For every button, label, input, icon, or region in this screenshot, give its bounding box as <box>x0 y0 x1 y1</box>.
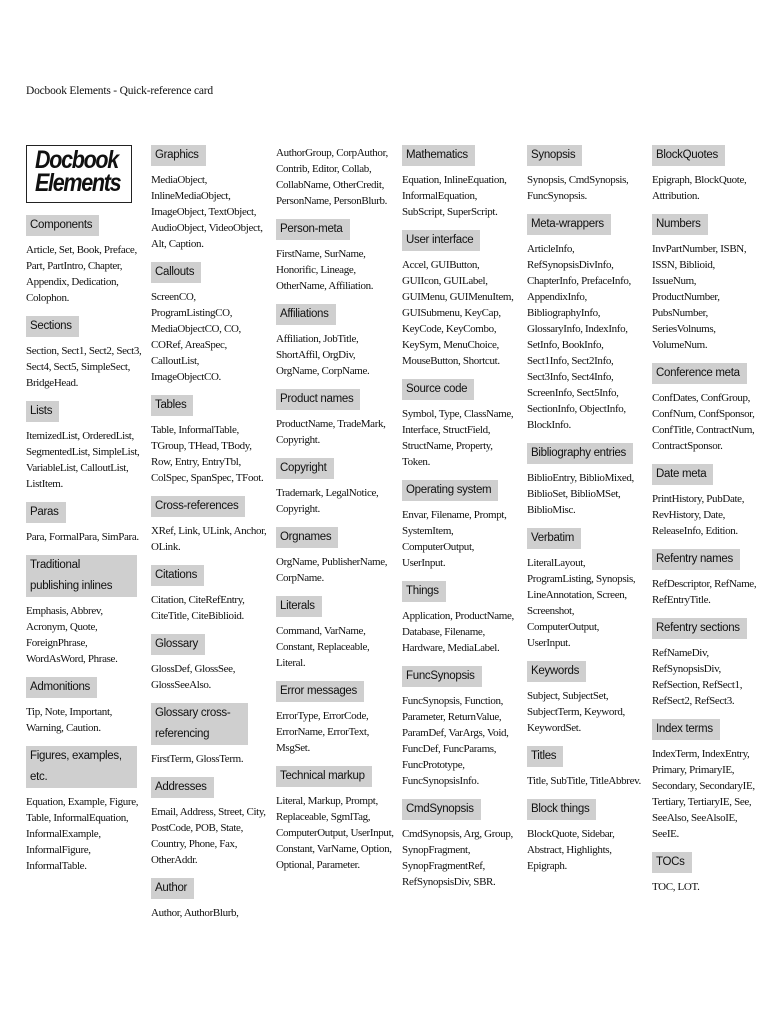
section-author-cont <box>276 145 398 209</box>
column-4 <box>402 145 522 900</box>
section-heading: Literals <box>276 596 322 617</box>
section-elements: ConfDates, ConfGroup, ConfNum, ConfSponsor, ConfTitle, ContractNum, ContractSponsor. <box>652 392 755 452</box>
section-heading: Sections <box>26 316 79 337</box>
section-heading: BlockQuotes <box>652 145 725 166</box>
section-heading: Bibliography entries <box>527 443 633 464</box>
section-elements: CmdSynopsis, Arg, Group, SynopFragment, SynopFragmentRef, RefSynopsisDiv, SBR. <box>402 828 513 888</box>
section-heading: Product names <box>276 389 360 410</box>
section-heading: Index terms <box>652 719 720 740</box>
section-heading: User interface <box>402 230 480 251</box>
section-glossary-cross-referencing <box>151 703 271 767</box>
section-heading: Glossary cross-referencing <box>151 703 248 745</box>
section-refentry-sections <box>652 618 764 709</box>
section-components <box>26 215 146 306</box>
section-elements: OrgName, PublisherName, CorpName. <box>276 556 388 584</box>
section-elements: Command, VarName, Constant, Replaceable, Literal. <box>276 625 370 669</box>
section-elements: Email, Address, Street, City, PostCode, POB, State, Country, Phone, Fax, OtherAddr. <box>151 806 266 866</box>
logo-line1: Docbook <box>35 146 118 174</box>
section-heading: Tables <box>151 395 193 416</box>
section-elements: LiteralLayout, ProgramListing, Synopsis, LineAnnotation, Screen, Screenshot, ComputerOutput, UserInput. <box>527 557 636 649</box>
column-5 <box>527 145 647 884</box>
section-mathematics <box>402 145 522 220</box>
section-heading: Source code <box>402 379 474 400</box>
section-heading: Verbatim <box>527 528 581 549</box>
column-3 <box>276 145 398 883</box>
section-error-messages <box>276 681 398 756</box>
section-orgnames <box>276 527 398 586</box>
section-graphics <box>151 145 271 252</box>
section-keywords <box>527 661 647 736</box>
section-heading: Graphics <box>151 145 206 166</box>
section-elements: Table, InformalTable, TGroup, THead, TBody, Row, Entry, EntryTbl, ColSpec, SpanSpec, TFoot. <box>151 424 264 484</box>
section-heading: Date meta <box>652 464 713 485</box>
section-elements: BiblioEntry, BiblioMixed, BiblioSet, BiblioMSet, BiblioMisc. <box>527 472 634 516</box>
section-heading: Keywords <box>527 661 586 682</box>
section-elements: Trademark, LegalNotice, Copyright. <box>276 487 379 515</box>
section-bibliography-entries <box>527 443 647 518</box>
section-elements: Equation, Example, Figure, Table, InformalEquation, InformalExample, InformalFigure, InformalTable. <box>26 796 139 872</box>
section-heading: Block things <box>527 799 596 820</box>
section-heading: Citations <box>151 565 204 586</box>
section-person-meta <box>276 219 398 294</box>
section-elements: Citation, CiteRefEntry, CiteTitle, CiteBiblioid. <box>151 594 245 622</box>
section-elements: Title, SubTitle, TitleAbbrev. <box>527 775 641 787</box>
section-elements: Accel, GUIButton, GUIIcon, GUILabel, GUIMenu, GUIMenuItem, GUISubmenu, KeyCap, KeyCode, KeyCombo, KeySym, MenuChoice, MouseButton, Shortcut. <box>402 259 514 367</box>
section-elements: FirstName, SurName, Honorific, Lineage, OtherName, Affiliation. <box>276 248 374 292</box>
section-heading: Addresses <box>151 777 214 798</box>
section-elements: Affiliation, JobTitle, ShortAffil, OrgDiv, OrgName, CorpName. <box>276 333 370 377</box>
section-heading: Titles <box>527 746 563 767</box>
section-numbers <box>652 214 764 353</box>
section-elements: RefNameDiv, RefSynopsisDiv, RefSection, RefSect1, RefSect2, RefSect3. <box>652 647 743 707</box>
section-paras <box>26 502 146 545</box>
section-heading: Cross-references <box>151 496 245 517</box>
section-heading: Affiliations <box>276 304 336 325</box>
page-header: Docbook Elements - Quick-reference card <box>26 85 213 97</box>
section-meta-wrappers <box>527 214 647 433</box>
section-elements: Subject, SubjectSet, SubjectTerm, Keyword, KeywordSet. <box>527 690 625 734</box>
section-elements: Para, FormalPara, SimPara. <box>26 531 139 543</box>
section-cmdsynopsis <box>402 799 522 890</box>
section-elements: ScreenCO, ProgramListingCO, MediaObjectCO, CO, CORef, AreaSpec, CalloutList, ImageObjectCO. <box>151 291 241 383</box>
section-addresses <box>151 777 271 868</box>
section-heading: Copyright <box>276 458 334 479</box>
section-citations <box>151 565 271 624</box>
section-heading: Components <box>26 215 99 236</box>
column-1 <box>26 145 146 884</box>
section-elements: Author, AuthorBlurb, <box>151 907 239 919</box>
section-figures-examples-etc <box>26 746 146 874</box>
section-elements: TOC, LOT. <box>652 881 700 893</box>
section-elements: Application, ProductName, Database, Filename, Hardware, MediaLabel. <box>402 610 514 654</box>
section-glossary <box>151 634 271 693</box>
section-elements: RefDescriptor, RefName, RefEntryTitle. <box>652 578 757 606</box>
section-product-names <box>276 389 398 448</box>
section-tocs <box>652 852 764 895</box>
section-elements: AuthorGroup, CorpAuthor, Contrib, Editor, Collab, CollabName, OtherCredit, PersonName, PersonBlurb. <box>276 147 388 207</box>
column-2 <box>151 145 271 931</box>
section-heading: Synopsis <box>527 145 582 166</box>
section-heading: Paras <box>26 502 66 523</box>
section-refentry-names <box>652 549 764 608</box>
section-heading: Technical markup <box>276 766 372 787</box>
section-heading: Glossary <box>151 634 205 655</box>
section-heading: TOCs <box>652 852 692 873</box>
section-elements: PrintHistory, PubDate, RevHistory, Date, ReleaseInfo, Edition. <box>652 493 745 537</box>
section-heading: Meta-wrappers <box>527 214 611 235</box>
section-elements: InvPartNumber, ISBN, ISSN, Biblioid, IssueNum, ProductNumber, PubsNumber, SeriesVolnums, VolumeNum. <box>652 243 747 351</box>
section-elements: Symbol, Type, ClassName, Interface, StructField, StructName, Property, Token. <box>402 408 514 468</box>
section-elements: ArticleInfo, RefSynopsisDivInfo, ChapterInfo, PrefaceInfo, AppendixInfo, BibliographyInfo, GlossaryInfo, IndexInfo, SetInfo, BookInfo, Sect1Info, Sect2Info, Sect3Info, Sect4Info, ScreenInfo, Sect5Info, SectionInfo, ObjectInfo, BlockInfo. <box>527 243 631 431</box>
section-elements: Literal, Markup, Prompt, Replaceable, SgmlTag, ComputerOutput, UserInput, Constant, VarName, Option, Optional, Parameter. <box>276 795 394 871</box>
section-copyright <box>276 458 398 517</box>
section-elements: Synopsis, CmdSynopsis, FuncSynopsis. <box>527 174 629 202</box>
section-funcsynopsis <box>402 666 522 789</box>
logo-line2: Elements <box>35 169 121 197</box>
section-heading: Traditional publishing inlines <box>26 555 137 597</box>
section-admonitions <box>26 677 146 736</box>
section-source-code <box>402 379 522 470</box>
section-elements: ItemizedList, OrderedList, SegmentedList, SimpleList, VariableList, CalloutList, ListItem. <box>26 430 140 490</box>
section-elements: FirstTerm, GlossTerm. <box>151 753 244 765</box>
section-affiliations <box>276 304 398 379</box>
section-elements: Equation, InlineEquation, InformalEquation, SubScript, SuperScript. <box>402 174 507 218</box>
section-elements: Tip, Note, Important, Warning, Caution. <box>26 706 113 734</box>
section-tables <box>151 395 271 486</box>
section-heading: Refentry sections <box>652 618 747 639</box>
section-elements: ProductName, TradeMark, Copyright. <box>276 418 386 446</box>
section-elements: Envar, Filename, Prompt, SystemItem, ComputerOutput, UserInput. <box>402 509 507 569</box>
section-heading: Author <box>151 878 194 899</box>
section-blockquotes <box>652 145 764 204</box>
section-callouts <box>151 262 271 385</box>
section-elements: Epigraph, BlockQuote, Attribution. <box>652 174 747 202</box>
section-elements: Section, Sect1, Sect2, Sect3, Sect4, Sect5, SimpleSect, BridgeHead. <box>26 345 142 389</box>
section-technical-markup <box>276 766 398 873</box>
section-heading: Admonitions <box>26 677 97 698</box>
section-elements: FuncSynopsis, Function, Parameter, ReturnValue, ParamDef, VarArgs, Void, FuncDef, FuncParams, FuncPrototype, FuncSynopsisInfo. <box>402 695 509 787</box>
section-elements: GlossDef, GlossSee, GlossSeeAlso. <box>151 663 236 691</box>
section-things <box>402 581 522 656</box>
section-synopsis <box>527 145 647 204</box>
section-author <box>151 878 271 921</box>
section-verbatim <box>527 528 647 651</box>
section-heading: Conference meta <box>652 363 747 384</box>
section-literals <box>276 596 398 671</box>
section-elements: IndexTerm, IndexEntry, Primary, PrimaryIE, Secondary, SecondaryIE, Tertiary, TertiaryIE, See, SeeAlso, SeeAlsoIE, SeeIE. <box>652 748 755 840</box>
section-heading: Orgnames <box>276 527 338 548</box>
section-cross-references <box>151 496 271 555</box>
section-user-interface <box>402 230 522 369</box>
section-heading: Error messages <box>276 681 364 702</box>
section-heading: Refentry names <box>652 549 740 570</box>
section-heading: Mathematics <box>402 145 475 166</box>
section-elements: BlockQuote, Sidebar, Abstract, Highlights, Epigraph. <box>527 828 615 872</box>
section-elements: MediaObject, InlineMediaObject, ImageObject, TextObject, AudioObject, VideoObject, Alt, Caption. <box>151 174 263 250</box>
section-heading: CmdSynopsis <box>402 799 481 820</box>
section-date-meta <box>652 464 764 539</box>
section-heading: Callouts <box>151 262 201 283</box>
section-heading: Operating system <box>402 480 498 501</box>
section-conference-meta <box>652 363 764 454</box>
section-titles <box>527 746 647 789</box>
section-heading: Person-meta <box>276 219 350 240</box>
column-6 <box>652 145 764 905</box>
section-elements: Emphasis, Abbrev, Acronym, Quote, ForeignPhrase, WordAsWord, Phrase. <box>26 605 118 665</box>
section-index-terms <box>652 719 764 842</box>
section-heading: Things <box>402 581 446 602</box>
section-elements: Article, Set, Book, Preface, Part, PartIntro, Chapter, Appendix, Dedication, Colophon. <box>26 244 137 304</box>
section-operating-system <box>402 480 522 571</box>
section-elements: ErrorType, ErrorCode, ErrorName, ErrorText, MsgSet. <box>276 710 369 754</box>
section-block-things <box>527 799 647 874</box>
section-heading: FuncSynopsis <box>402 666 482 687</box>
section-heading: Numbers <box>652 214 708 235</box>
section-sections <box>26 316 146 391</box>
section-heading: Figures, examples, etc. <box>26 746 137 788</box>
docbook-elements-logo <box>26 145 132 203</box>
section-lists <box>26 401 146 492</box>
section-elements: XRef, Link, ULink, Anchor, OLink. <box>151 525 267 553</box>
section-traditional-publishing-inlines <box>26 555 146 667</box>
section-heading: Lists <box>26 401 59 422</box>
